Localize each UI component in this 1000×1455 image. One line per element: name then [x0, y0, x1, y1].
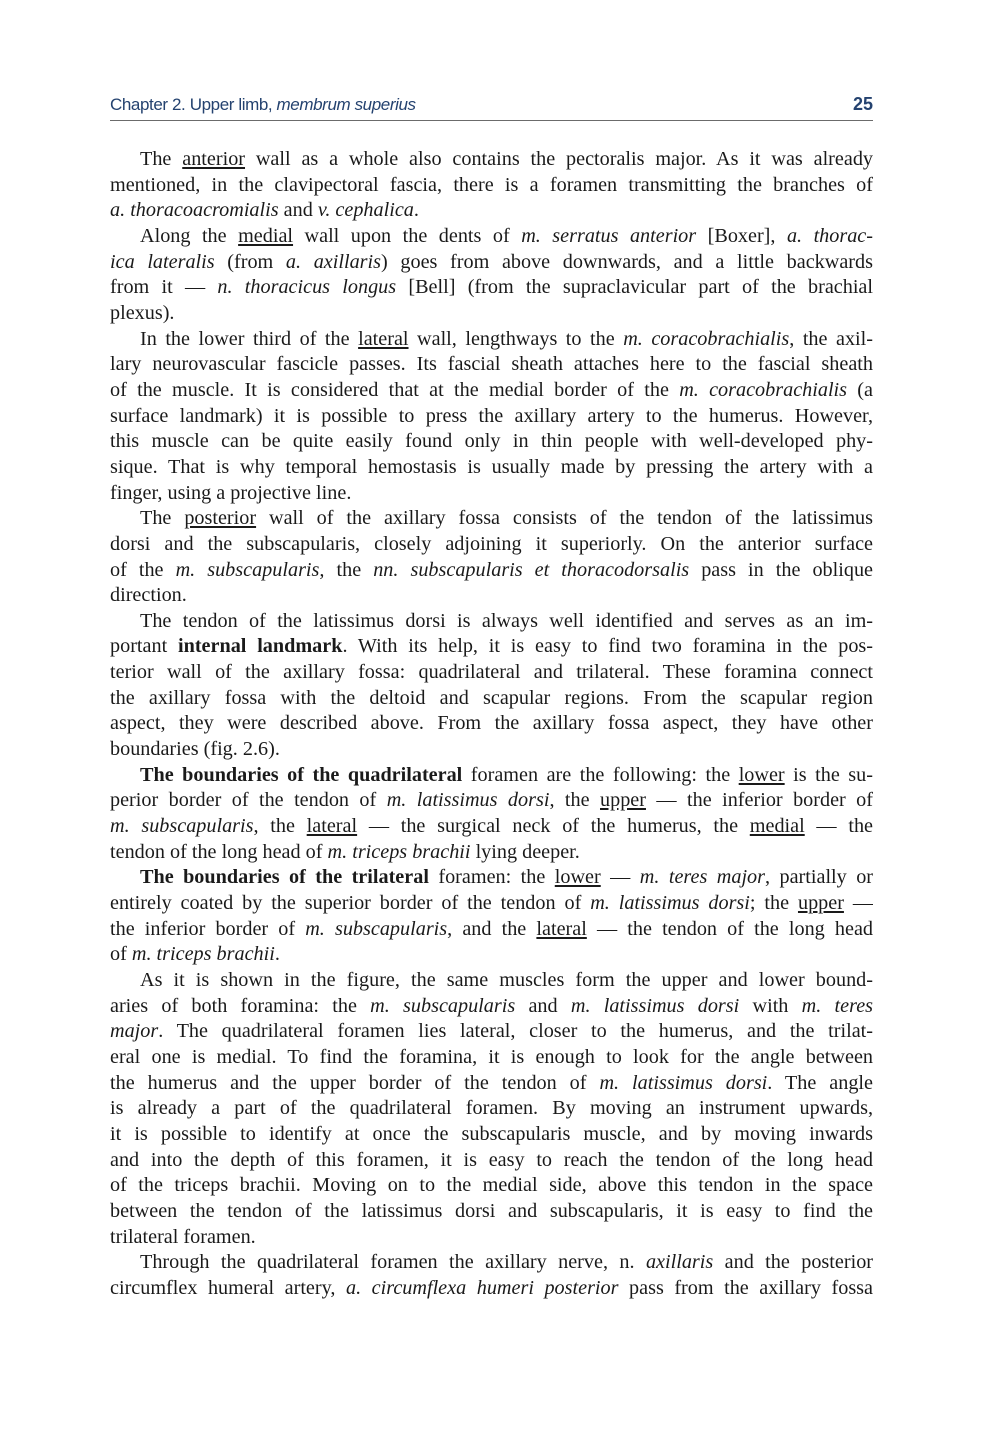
text-run: plexus). [110, 301, 175, 324]
text-line [110, 1173, 873, 1199]
text-line [110, 378, 873, 404]
text-run: is the su- [784, 763, 873, 786]
text-run: . The angle [767, 1071, 873, 1094]
text-run: portant [110, 635, 178, 658]
text-line [110, 968, 873, 994]
underlined-term: medial [749, 815, 805, 838]
text-run: — [843, 892, 873, 915]
paragraph [110, 609, 873, 763]
text-run: Along the [140, 224, 239, 247]
text-run: eral one is medial. To find the foramina, it is enough to look for the angle between [110, 1045, 873, 1068]
paragraph [110, 763, 873, 866]
text-run: of [110, 943, 132, 966]
italic-term: ica lateralis [110, 250, 215, 273]
text-run: circumflex humeral artery, [110, 1276, 346, 1299]
text-run: — [600, 866, 640, 889]
text-line [110, 942, 873, 968]
text-line [110, 1148, 873, 1174]
text-run: and [515, 994, 571, 1017]
text-run: , the [253, 815, 307, 838]
text-run: finger, using a projective line. [110, 481, 352, 504]
text-line [110, 1122, 873, 1148]
text-run: direction. [110, 584, 187, 607]
text-line [110, 1225, 873, 1251]
italic-term: m. triceps brachii [131, 943, 275, 966]
text-run: ) goes from above downwards, and a little backwards [381, 250, 873, 273]
text-run: between the tendon of the latissimus dorsi and subscapularis, it is easy to find the [110, 1199, 873, 1222]
underlined-term: upper [600, 789, 646, 812]
text-run: wall as a whole also contains the pectoralis major. As it was already [245, 148, 873, 170]
text-run: (a [847, 378, 873, 401]
text-run: — the surgical neck of the humerus, the [357, 815, 750, 838]
text-run: entirely coated by the superior border of the tendon of [110, 892, 591, 915]
text-line [110, 634, 873, 660]
italic-term: axillaris [645, 1251, 714, 1274]
text-line [110, 455, 873, 481]
underlined-term: lower [738, 763, 785, 786]
text-run: — the [804, 815, 873, 838]
text-run: pass in the oblique [689, 558, 873, 581]
italic-term: m. latissimus dorsi [590, 892, 750, 915]
bold-term: The boundaries of the trilateral [140, 866, 429, 889]
text-run: ; the [749, 892, 798, 915]
italic-term: m. latissimus dorsi [599, 1071, 768, 1094]
text-run: . The quadrilateral foramen lies lateral, closer to the humerus, and the trilat- [158, 1020, 873, 1043]
text-run: trilateral foramen. [110, 1225, 256, 1248]
bold-term: internal landmark [177, 635, 343, 658]
paragraph [110, 1250, 873, 1301]
text-line [110, 481, 873, 507]
text-line [110, 224, 873, 250]
text-run: , the [549, 789, 601, 812]
italic-term: m. latissimus dorsi [386, 789, 550, 812]
text-run: mentioned, in the clavipectoral fascia, there is a foramen transmitting the branches of [110, 173, 873, 196]
underlined-term: medial [238, 224, 294, 247]
underlined-term: lateral [358, 327, 409, 350]
text-line [110, 891, 873, 917]
text-line [110, 1019, 873, 1045]
text-line [110, 583, 873, 609]
text-line [110, 788, 873, 814]
text-run: the [324, 558, 374, 581]
text-line [110, 1276, 873, 1302]
text-run: , and the [447, 917, 537, 940]
underlined-term: lateral [306, 815, 358, 838]
text-line [110, 1250, 873, 1276]
text-line [110, 865, 873, 891]
text-line [110, 506, 873, 532]
italic-term: nn. subscapularis et thoracodorsalis [373, 558, 690, 581]
page-body [110, 147, 873, 1302]
text-line [110, 198, 873, 224]
text-run: . With its help, it is easy to find two foramina in the pos- [342, 635, 873, 658]
italic-term: m. subscapularis [370, 994, 516, 1017]
paragraph [110, 968, 873, 1250]
text-run: lary neurovascular fascicle passes. Its fascial sheath attaches here to the fascial sheath [110, 353, 873, 376]
text-line [110, 1071, 873, 1097]
paragraph [110, 506, 873, 609]
text-run: wall, lengthways to the [408, 327, 624, 350]
bold-term: The boundaries of the quadrilateral [140, 763, 463, 786]
italic-term: a. axillaris [285, 250, 381, 273]
text-run: dorsi and the subscapularis, closely adjoining it superiorly. On the anterior surface [110, 532, 873, 555]
italic-term: n. thoracicus longus [217, 276, 397, 299]
text-run: perior border of the tendon of [110, 789, 387, 812]
text-line [110, 327, 873, 353]
underlined-term: lower [554, 866, 601, 889]
text-run: and [278, 199, 318, 222]
text-run: , the axil- [789, 327, 873, 350]
italic-term: a. thoracoacromialis [110, 199, 279, 222]
text-line [110, 660, 873, 686]
text-run: surface landmark) it is possible to press the axillary artery to the humerus. However, [110, 404, 873, 427]
text-line [110, 250, 873, 276]
text-run: the humerus and the upper border of the tendon of [110, 1071, 600, 1094]
text-run: [Boxer], [696, 224, 787, 247]
text-run: the inferior border of [110, 917, 306, 940]
underlined-term: upper [797, 892, 844, 915]
underlined-term: posterior [184, 507, 257, 530]
text-line [110, 173, 873, 199]
italic-term: m. subscapularis [305, 917, 448, 940]
chapter-latin-name: membrum superius [276, 95, 416, 114]
text-run: , partially or [765, 866, 873, 889]
text-line [110, 686, 873, 712]
text-run: and into the depth of this foramen, it is easy to reach the tendon of the long head [110, 1148, 873, 1171]
text-line [110, 737, 873, 763]
text-run: is already a part of the quadrilateral foramen. By moving an instrument upwards, [110, 1097, 873, 1120]
text-run: the axillary fossa with the deltoid and scapular regions. From the scapular region [110, 686, 873, 709]
text-line [110, 532, 873, 558]
text-run: In the lower third of the [140, 327, 359, 350]
underlined-term: anterior [182, 148, 246, 170]
italic-term: m. serratus anterior [521, 224, 697, 247]
text-line [110, 814, 873, 840]
paragraph [110, 224, 873, 327]
text-run: and the posterior [713, 1251, 873, 1274]
text-run: sique. That is why temporal hemostasis is usually made by pressing the artery with a [110, 455, 873, 478]
text-run: — the inferior border of [645, 789, 873, 812]
italic-term: m. latissimus dorsi [570, 994, 740, 1017]
text-run: (from [214, 250, 286, 273]
italic-term: major [110, 1020, 159, 1043]
text-line [110, 1096, 873, 1122]
text-line [110, 609, 873, 635]
text-line [110, 763, 873, 789]
paragraph [110, 865, 873, 968]
chapter-label: Chapter 2. Upper limb, [110, 95, 277, 114]
text-run: boundaries (fig. 2.6). [110, 738, 280, 761]
text-run: it is possible to identify at once the subscapularis muscle, and by moving inwards [110, 1122, 873, 1145]
italic-term: m. coracobrachialis [623, 327, 790, 350]
text-line [110, 1045, 873, 1071]
text-line [110, 404, 873, 430]
text-run: wall of the axillary fossa consists of the tendon of the latissimus [256, 507, 873, 530]
text-line [110, 275, 873, 301]
text-run: this muscle can be quite easily found only in thin people with well-developed phy- [110, 430, 873, 453]
text-run: with [739, 994, 802, 1017]
text-line [110, 301, 873, 327]
chapter-title [110, 95, 416, 115]
text-line [110, 840, 873, 866]
underlined-term: lateral [536, 917, 587, 940]
text-run: [Bell] (from the supraclavicular part of the brachial [396, 276, 873, 299]
text-line [110, 429, 873, 455]
text-run: tendon of the long head of [110, 840, 328, 863]
running-header [110, 94, 873, 121]
text-line [110, 917, 873, 943]
text-run: The [140, 507, 185, 530]
italic-term: a. thorac- [786, 224, 873, 247]
italic-term: m. subscapularis, [175, 558, 325, 581]
text-run: pass from the axillary fossa [618, 1276, 873, 1299]
text-run: The tendon of the latissimus dorsi is always well identified and serves as an im- [140, 609, 873, 632]
page-number: 25 [852, 94, 873, 114]
text-line [110, 558, 873, 584]
text-run: . [274, 943, 280, 966]
italic-term: a. circumflexa humeri posterior [345, 1276, 619, 1299]
text-line [110, 147, 873, 173]
text-run: of the muscle. It is considered that at the medial border of the [110, 378, 680, 401]
italic-term: m. triceps brachii [327, 840, 471, 863]
text-line [110, 711, 873, 737]
text-run: from it — [110, 276, 218, 299]
text-run: terior wall of the axillary fossa: quadrilateral and trilateral. These foramina connect [110, 661, 873, 684]
text-run: aspect, they were described above. From the axillary fossa aspect, they have other [110, 712, 873, 735]
italic-term: m. coracobrachialis [679, 378, 848, 401]
text-run: foramen: the [428, 866, 555, 889]
italic-term: m. teres major [639, 866, 766, 889]
paragraph [110, 147, 873, 224]
italic-term: v. cephalica [317, 199, 414, 222]
text-line [110, 994, 873, 1020]
text-run: of the [110, 558, 176, 581]
italic-term: m. subscapularis [110, 815, 254, 838]
text-run: foramen are the following: the [462, 763, 739, 786]
text-run: lying deeper. [470, 840, 580, 863]
text-run: . [413, 199, 419, 222]
text-run: As it is shown in the figure, the same muscles form the upper and lower bound- [140, 969, 873, 991]
text-line [110, 352, 873, 378]
text-run: — the tendon of the long head [586, 917, 873, 940]
paragraph [110, 327, 873, 507]
italic-term: m. teres [801, 994, 873, 1017]
text-run: of the triceps brachii. Moving on to the medial side, above this tendon in the space [110, 1174, 873, 1197]
text-run: wall upon the dents of [293, 224, 522, 247]
text-run: Through the quadrilateral foramen the axillary nerve, n. [140, 1251, 646, 1274]
text-run: aries of both foramina: the [110, 994, 371, 1017]
text-run: The [140, 148, 183, 170]
text-line [110, 1199, 873, 1225]
